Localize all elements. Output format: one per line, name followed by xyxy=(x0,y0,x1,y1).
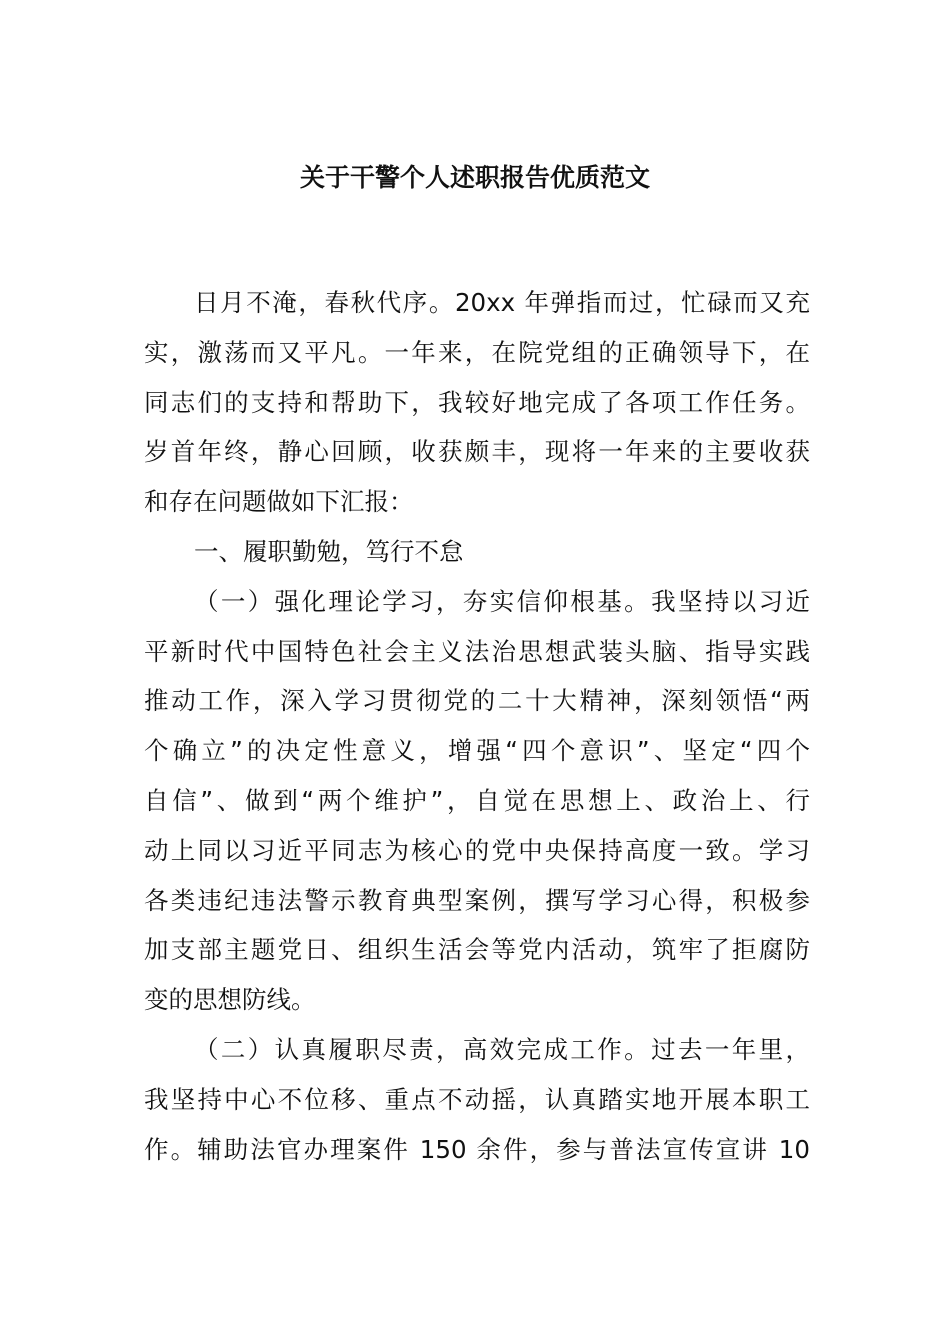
paragraph-line: 各类违纪违法警示教育典型案例，撰写学习心得，积极参 xyxy=(144,885,810,915)
paragraph-line: 变的思想防线。 xyxy=(144,985,316,1015)
paragraph-line: 自信”、做到“两个维护”，自觉在思想上、政治上、行 xyxy=(144,785,810,815)
document-title: 关于干警个人述职报告优质范文 xyxy=(299,163,650,192)
paragraph-line: 加支部主题党日、组织生活会等党内活动，筑牢了拒腐防 xyxy=(144,935,810,965)
paragraph-line: 作。辅助法官办理案件 150 余件，参与普法宣传宣讲 10 xyxy=(144,1134,810,1164)
paragraph-line: （二）认真履职尽责，高效完成工作。过去一年里， xyxy=(194,1034,810,1064)
paragraph-line: 实，激荡而又平凡。一年来，在院党组的正确领导下，在 xyxy=(144,337,810,367)
paragraph-line: 同志们的支持和帮助下，我较好地完成了各项工作任务。 xyxy=(144,387,810,417)
paragraph-line: （一）强化理论学习，夯实信仰根基。我坚持以习近 xyxy=(194,586,810,616)
document-body xyxy=(144,278,810,1174)
paragraph-line: 我坚持中心不位移、重点不动摇，认真踏实地开展本职工 xyxy=(144,1084,810,1114)
paragraph-line: 岁首年终，静心回顾，收获颇丰，现将一年来的主要收获 xyxy=(144,437,810,467)
paragraph-line: 动上同以习近平同志为核心的党中央保持高度一致。学习 xyxy=(144,835,810,865)
section-heading: 一、履职勤勉，笃行不怠 xyxy=(194,536,464,566)
paragraph-line: 个确立”的决定性意义，增强“四个意识”、坚定“四个 xyxy=(144,736,810,766)
paragraph-line: 日月不淹，春秋代序。20xx 年弹指而过，忙碌而又充 xyxy=(194,288,810,317)
paragraph-line: 和存在问题做如下汇报： xyxy=(144,487,414,517)
paragraph-line: 推动工作，深入学习贯彻党的二十大精神，深刻领悟“两 xyxy=(144,686,810,716)
paragraph-line: 平新时代中国特色社会主义法治思想武装头脑、指导实践 xyxy=(144,636,810,666)
